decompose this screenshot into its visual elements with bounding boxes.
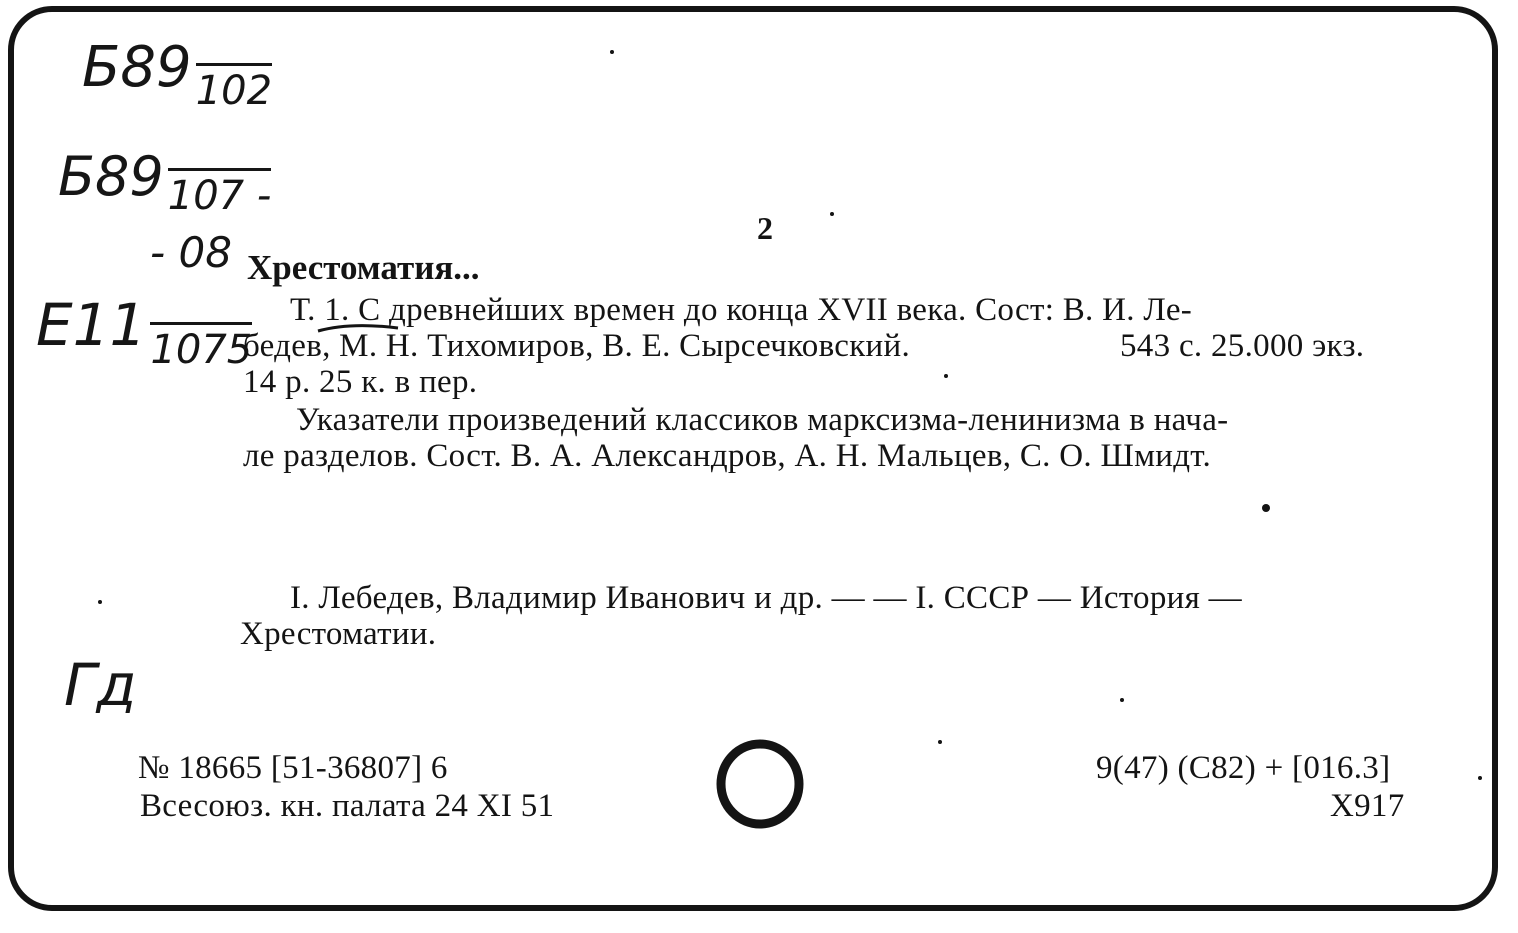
card-number: 2 xyxy=(757,210,773,246)
classification-index: 9(47) (С82) + [016.3] xyxy=(1096,750,1391,786)
handwritten-code-2-sup: 107 - xyxy=(168,168,272,219)
ink-speck xyxy=(98,600,102,604)
handwritten-mark: Гд xyxy=(64,651,137,719)
volume-line-3: 14 р. 25 к. в пер. xyxy=(243,364,478,400)
ink-speck xyxy=(610,50,614,54)
ink-speck xyxy=(1120,698,1124,702)
note-line-2: ле разделов. Сост. В. А. Александров, А. Н. Мальцев, С. О. Шмидт. xyxy=(243,438,1212,474)
volume-line-1: Т. 1. С древнейших времен до конца XVII века. Сост: В. И. Ле- xyxy=(290,292,1193,328)
ink-speck xyxy=(1262,504,1270,512)
ink-speck xyxy=(1478,776,1482,780)
author-mark: Х917 xyxy=(1330,788,1405,824)
ink-speck xyxy=(944,374,948,378)
handwritten-code-2-cont: - 08 xyxy=(150,228,232,277)
pencil-underline xyxy=(318,326,398,331)
handwritten-code-3-sup: 1075 xyxy=(150,322,252,373)
tracings-line-1: I. Лебедев, Владимир Иванович и др. — — I. СССР — История — xyxy=(290,580,1242,616)
handwritten-code-1-sup: 102 xyxy=(196,63,272,114)
volume-line-2a: бедев, М. Н. Тихомиров, В. Е. Сырсечковский. xyxy=(243,328,911,364)
ink-speck xyxy=(830,212,834,216)
card-title: Хрестоматия... xyxy=(247,248,480,287)
note-line-1: Указатели произведений классиков марксизма-ленинизма в нача- xyxy=(296,402,1229,438)
handwritten-code-1-main: Б89 xyxy=(82,35,192,100)
handwritten-code-3-main: Е11 xyxy=(36,291,147,359)
ink-speck xyxy=(938,740,942,744)
handwritten-code-2-main: Б89 xyxy=(58,145,164,208)
registration-number: № 18665 [51-36807] 6 xyxy=(138,750,448,786)
catalog-hole xyxy=(721,744,799,824)
book-chamber-line: Всесоюз. кн. палата 24 XI 51 xyxy=(140,788,555,824)
volume-line-2b: 543 с. 25.000 экз. xyxy=(1120,328,1365,364)
tracings-line-2: Хрестоматии. xyxy=(240,616,437,652)
